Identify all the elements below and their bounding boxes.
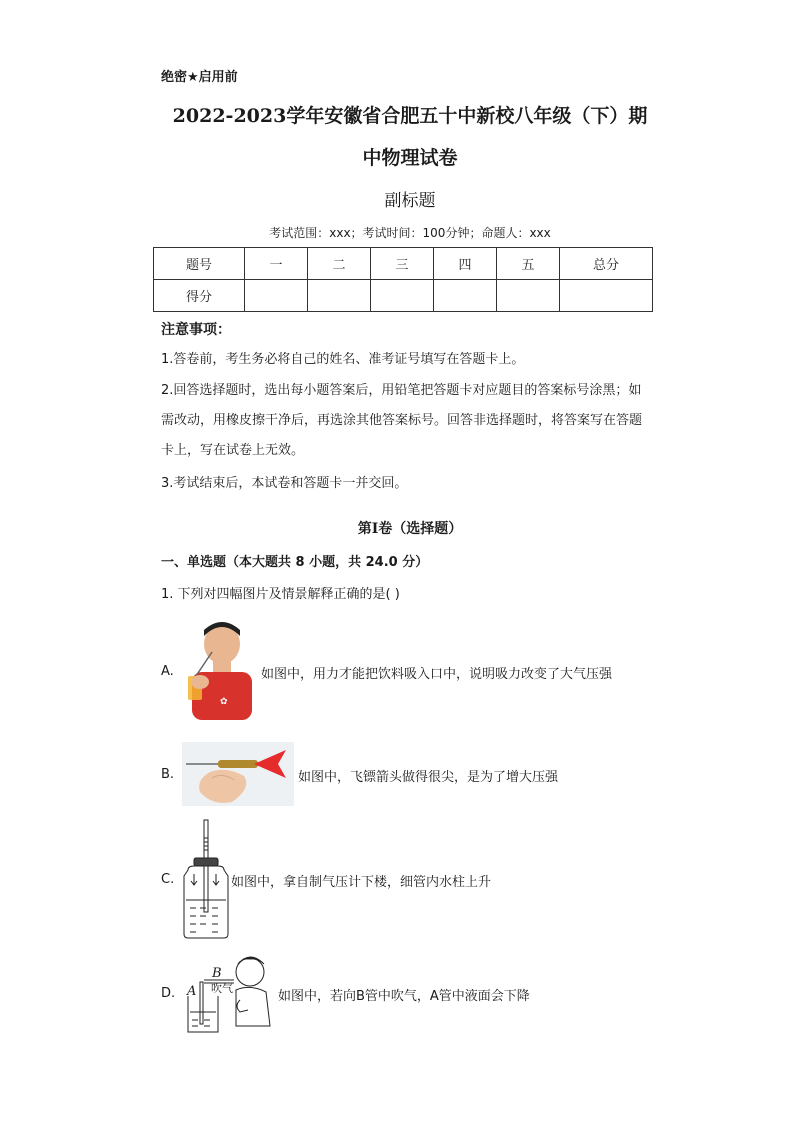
table-header-cell: 一 <box>245 248 308 280</box>
score-cell[interactable] <box>497 280 560 312</box>
table-header-cell: 二 <box>308 248 371 280</box>
figure-label-a: A <box>187 984 197 999</box>
figure-label-b: B <box>212 966 222 981</box>
score-cell[interactable] <box>560 280 653 312</box>
notice-item-3: 3.考试结束后，本试卷和答题卡一并交回。 <box>161 476 408 491</box>
notice-item-1: 1.答卷前，考生务必将自己的姓名、准考证号填写在答题卡上。 <box>161 352 525 367</box>
score-table-score-row <box>154 280 653 312</box>
score-cell[interactable] <box>434 280 497 312</box>
option-d-letter: D. <box>161 986 176 1001</box>
score-cell[interactable] <box>371 280 434 312</box>
homemade-barometer-image <box>180 818 232 940</box>
score-cell[interactable] <box>308 280 371 312</box>
option-a-letter: A. <box>161 664 174 679</box>
boy-drinking-straw-image <box>184 620 256 720</box>
option-c-text: 如图中，拿自制气压计下楼，细管内水柱上升 <box>231 875 492 890</box>
option-b-text: 如图中，飞镖箭头做得很尖，是为了增大压强 <box>298 770 559 785</box>
option-d-text: 如图中，若向B管中吹气，A管中液面会下降 <box>278 989 530 1004</box>
table-header-cell: 四 <box>434 248 497 280</box>
confidential-label: 绝密★启用前 <box>161 70 238 85</box>
exam-info: 考试范围：xxx；考试时间：100分钟；命题人：xxx <box>269 226 551 240</box>
option-c-letter: C. <box>161 872 175 887</box>
exam-title-line2: 中物理试卷 <box>362 147 458 169</box>
figure-label-blow: 吹气 <box>211 982 233 995</box>
section-heading: 第I卷（选择题） <box>357 521 463 537</box>
question-category: 一、单选题（本大题共 8 小题，共 24.0 分） <box>161 555 429 570</box>
option-b-letter: B. <box>161 767 175 782</box>
notice-heading: 注意事项： <box>161 322 231 338</box>
dart-in-hand-image <box>182 742 294 806</box>
svg-text:✿: ✿ <box>220 697 228 707</box>
exam-title-line1: 2022-2023学年安徽省合肥五十中新校八年级（下）期 <box>172 105 648 127</box>
table-header-cell: 三 <box>371 248 434 280</box>
score-cell[interactable] <box>245 280 308 312</box>
subtitle: 副标题 <box>384 191 436 211</box>
table-header-cell: 五 <box>497 248 560 280</box>
table-row-label: 得分 <box>154 280 245 312</box>
notice-item-2: 2.回答选择题时，选出每小题答案后，用铅笔把答题卡对应题目的答案标号涂黑；如需改动，用橡皮擦干净后，再选涂其他答案标号。回答非选择题时，将答案写在答题卡上，写在试卷上无效。 <box>161 383 643 458</box>
question-1-stem: 1. 下列对四幅图片及情景解释正确的是( ) <box>161 587 400 602</box>
score-table <box>153 247 653 312</box>
score-table-header-row <box>154 248 653 280</box>
table-header-cell: 题号 <box>154 248 245 280</box>
option-a-text: 如图中，用力才能把饮料吸入口中，说明吸力改变了大气压强 <box>261 667 613 682</box>
table-header-cell: 总分 <box>560 248 653 280</box>
